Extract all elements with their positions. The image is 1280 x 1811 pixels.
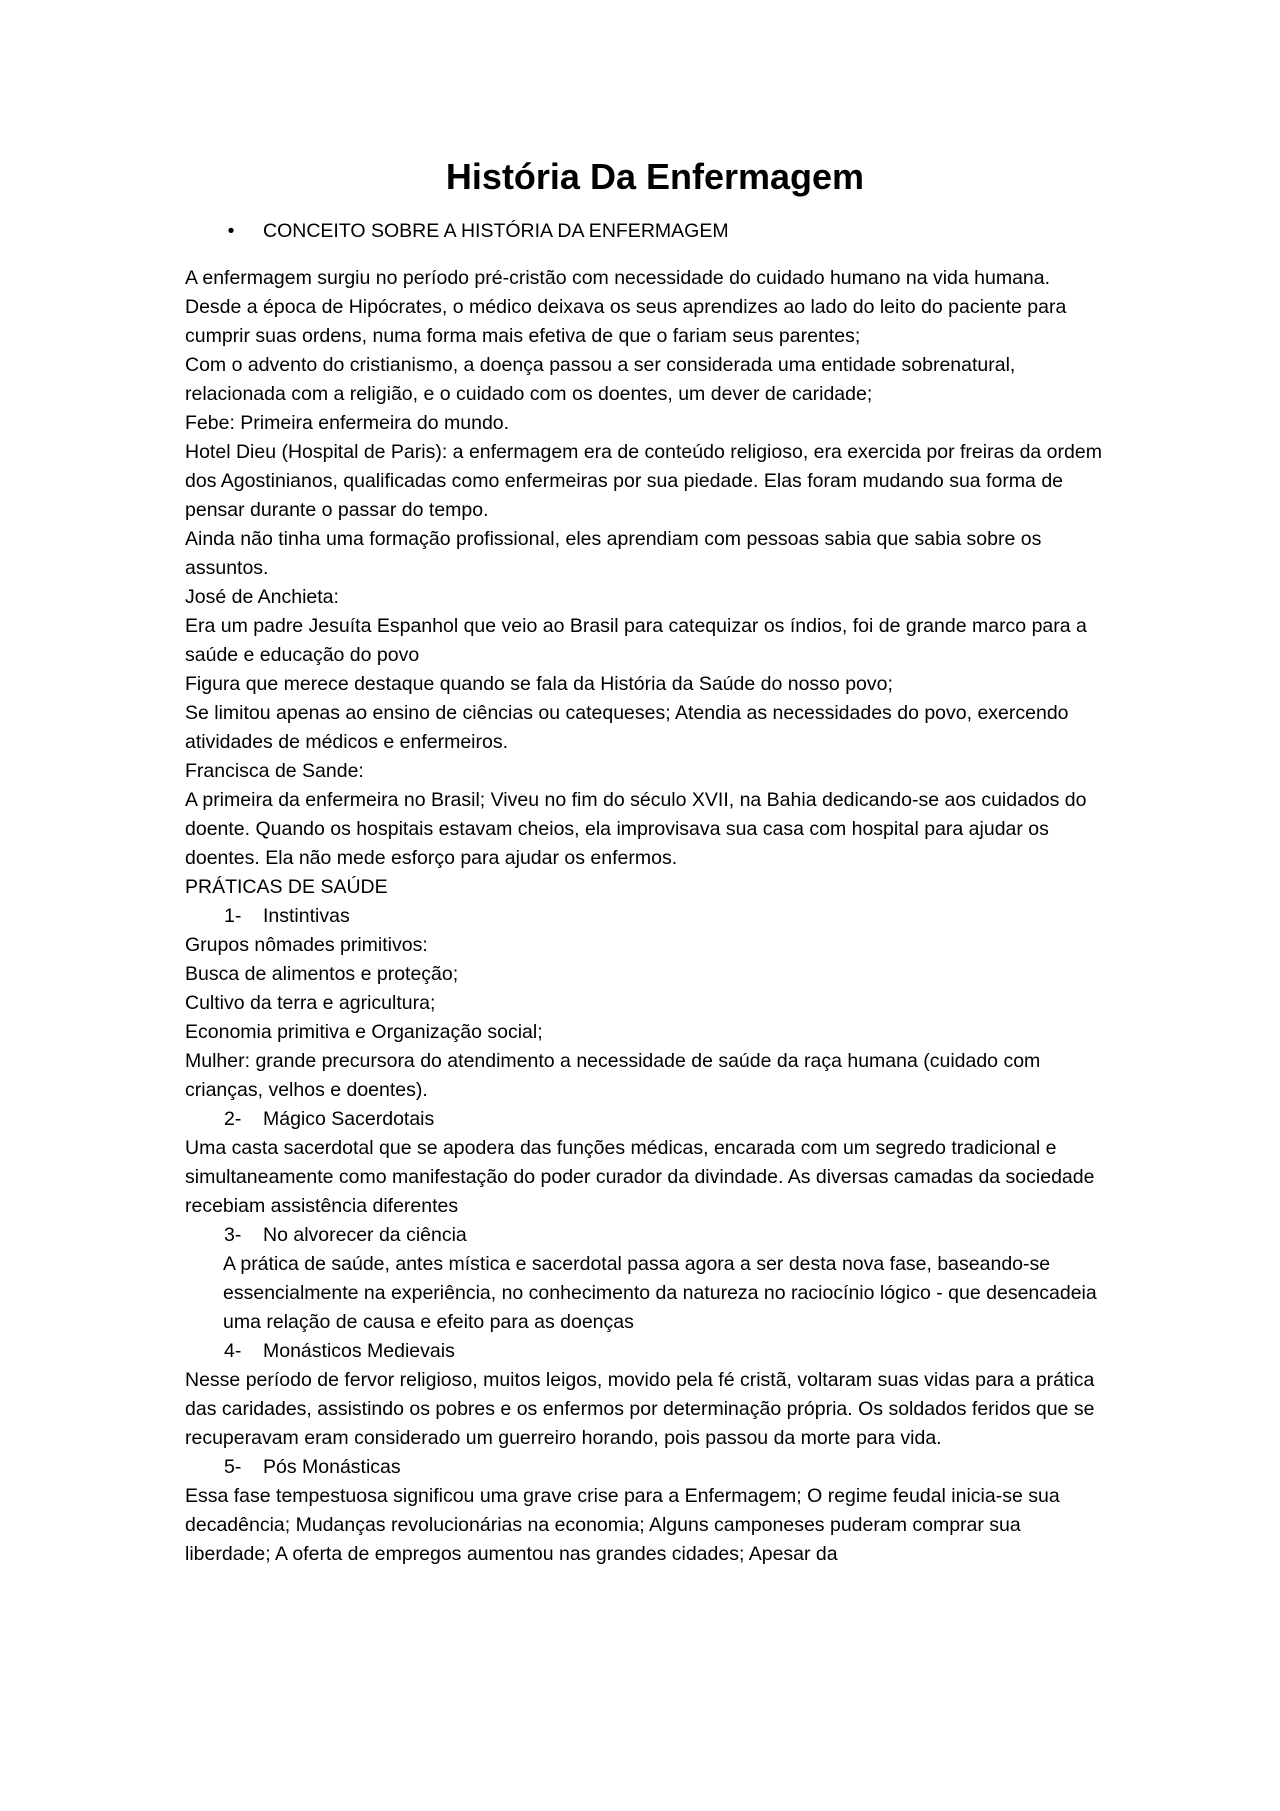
section-heading: PRÁTICAS DE SAÚDE <box>185 876 388 898</box>
item-label: Pós Monásticas <box>263 1456 401 1478</box>
paragraph: Febe: Primeira enfermeira do mundo. <box>185 412 510 434</box>
item-label: Instintivas <box>263 905 350 927</box>
paragraph: Cultivo da terra e agricultura; <box>185 992 436 1014</box>
paragraph: Se limitou apenas ao ensino de ciências ou catequeses; Atendia as necessidades do povo, exercendo atividades de médicos e enfermeiros. <box>185 702 1069 753</box>
paragraph: Uma casta sacerdotal que se apodera das funções médicas, encarada com um segredo tradicional e simultaneamente como manifestação do poder curador da divindade. As diversas camadas da sociedade recebiam assistência diferentes <box>185 1137 1095 1217</box>
paragraph: Busca de alimentos e proteção; <box>185 963 459 985</box>
item-label: Monásticos Medievais <box>263 1340 455 1362</box>
numbered-item <box>185 1221 1105 1250</box>
paragraph: Era um padre Jesuíta Espanhol que veio ao Brasil para catequizar os índios, foi de grande marco para a saúde e educação do povo <box>185 615 1087 666</box>
numbered-item <box>185 1105 1105 1134</box>
bullet-text: CONCEITO SOBRE A HISTÓRIA DA ENFERMAGEM <box>263 220 729 242</box>
paragraph: Com o advento do cristianismo, a doença passou a ser considerada uma entidade sobrenatural, relacionada com a religião, e o cuidado com os doentes, um dever de caridade; <box>185 354 1016 405</box>
numbered-item <box>185 902 1105 931</box>
indented-paragraph: A prática de saúde, antes mística e sacerdotal passa agora a ser desta nova fase, baseando-se essencialmente na experiência, no conhecimento da natureza no raciocínio lógico - que desencadeia uma relação de causa e efeito para as doenças <box>223 1253 1097 1333</box>
paragraph: Figura que merece destaque quando se fala da História da Saúde do nosso povo; <box>185 673 893 695</box>
paragraph: Hotel Dieu (Hospital de Paris): a enfermagem era de conteúdo religioso, era exercida por freiras da ordem dos Agostinianos, qualificadas como enfermeiras por sua piedade. Elas foram mudando sua forma de pensar durante o passar do tempo. <box>185 441 1102 521</box>
paragraph: José de Anchieta: <box>185 586 339 608</box>
paragraph: Essa fase tempestuosa significou uma grave crise para a Enfermagem; O regime feudal inicia-se sua decadência; Mudanças revolucionárias na economia; Alguns camponeses puderam comprar sua liberdade; A oferta de empregos aumentou nas grandes cidades; Apesar da <box>185 1485 1060 1565</box>
numbered-item <box>185 1337 1105 1366</box>
item-label: Mágico Sacerdotais <box>263 1108 435 1130</box>
paragraph: A primeira da enfermeira no Brasil; Viveu no fim do século XVII, na Bahia dedicando-se aos cuidados do doente. Quando os hospitais estavam cheios, ela improvisava sua casa com hospital para ajudar os doentes. Ela não mede esforço para ajudar os enfermos. <box>185 789 1087 869</box>
paragraph: Grupos nômades primitivos: <box>185 934 428 956</box>
item-number: 5- <box>224 1456 242 1478</box>
paragraph: Mulher: grande precursora do atendimento a necessidade de saúde da raça humana (cuidado com crianças, velhos e doentes). <box>185 1050 1041 1101</box>
paragraph: Ainda não tinha uma formação profissional, eles aprendiam com pessoas sabia que sabia sobre os assuntos. <box>185 528 1042 579</box>
item-number: 4- <box>224 1340 242 1362</box>
paragraph: Nesse período de fervor religioso, muitos leigos, movido pela fé cristã, voltaram suas vidas para a prática das caridades, assistindo os pobres e os enfermos por determinação própria. Os soldados feridos que se recuperavam eram considerado um guerreiro horando, pois passou da morte para vida. <box>185 1369 1095 1449</box>
bullet-dot-icon: • <box>227 220 235 242</box>
paragraph: A enfermagem surgiu no período pré-cristão com necessidade do cuidado humano na vida humana. Desde a época de Hipócrates, o médico deixava os seus aprendizes ao lado do leito do paciente para cumprir suas ordens, numa forma mais efetiva de que o fariam seus parentes; <box>185 267 1067 347</box>
item-number: 2- <box>224 1108 242 1130</box>
item-label: No alvorecer da ciência <box>263 1224 467 1246</box>
numbered-item <box>185 1453 1105 1482</box>
document-title: História Da Enfermagem <box>445 156 865 197</box>
document-body <box>185 155 1105 1569</box>
item-number: 1- <box>224 905 242 927</box>
item-number: 3- <box>224 1224 242 1246</box>
bullet-item <box>185 217 1105 246</box>
paragraph: Economia primitiva e Organização social; <box>185 1021 543 1043</box>
paragraph: Francisca de Sande: <box>185 760 364 782</box>
